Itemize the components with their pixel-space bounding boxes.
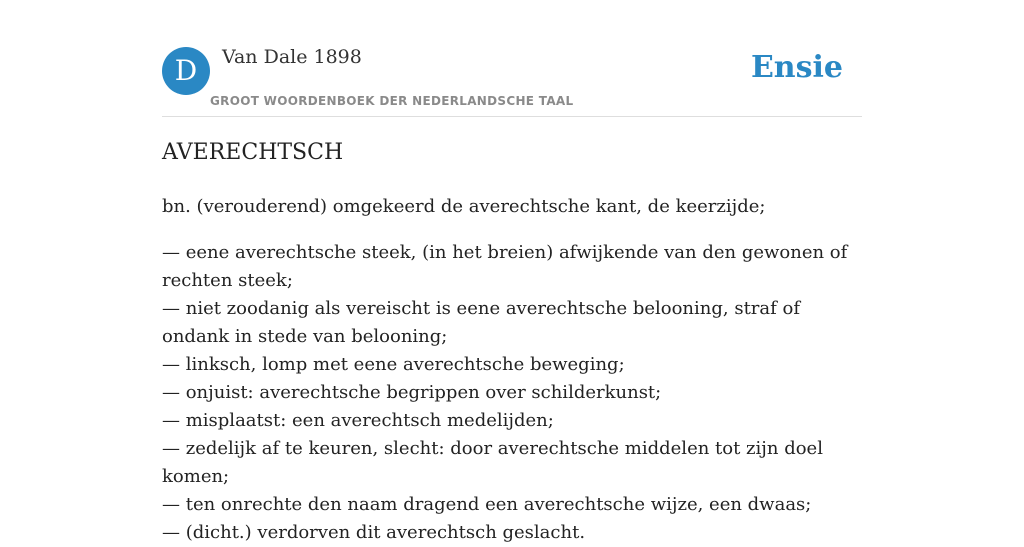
sense-item: — onjuist: averechtsche begrippen over schilderkunst; [162, 382, 662, 403]
sense-list [162, 239, 862, 547]
sense-item: — zedelijk af te keuren, slecht: door averechtsche middelen tot zijn doel komen; [162, 438, 823, 487]
site-header [162, 40, 862, 117]
dictionary-subtitle: GROOT WOORDENBOEK DER NEDERLANDSCHE TAAL [210, 94, 574, 108]
sense-item: — niet zoodanig als vereischt is eene averechtsche belooning, straf of ondank in stede van belooning; [162, 298, 801, 347]
sense-item: — misplaatst: een averechtsch medelijden; [162, 410, 554, 431]
entry-definition: bn. (verouderend) omgekeerd de averechtsche kant, de keerzijde; [162, 196, 766, 217]
sense-item: — eene averechtsche steek, (in het breien) afwijkende van den gewonen of rechten steek; [162, 242, 848, 291]
sense-item: — linksch, lomp met eene averechtsche beweging; [162, 354, 625, 375]
entry-headword: AVERECHTSCH [162, 140, 344, 165]
brand-logo[interactable]: Ensie [750, 50, 843, 85]
dictionary-name[interactable]: Van Dale 1898 [222, 46, 362, 68]
sense-item: — ten onrechte den naam dragend een averechtsche wijze, een dwaas; [162, 494, 812, 515]
dictionary-logo[interactable]: D [162, 47, 210, 95]
sense-item: — (dicht.) verdorven dit averechtsch geslacht. [162, 522, 586, 543]
